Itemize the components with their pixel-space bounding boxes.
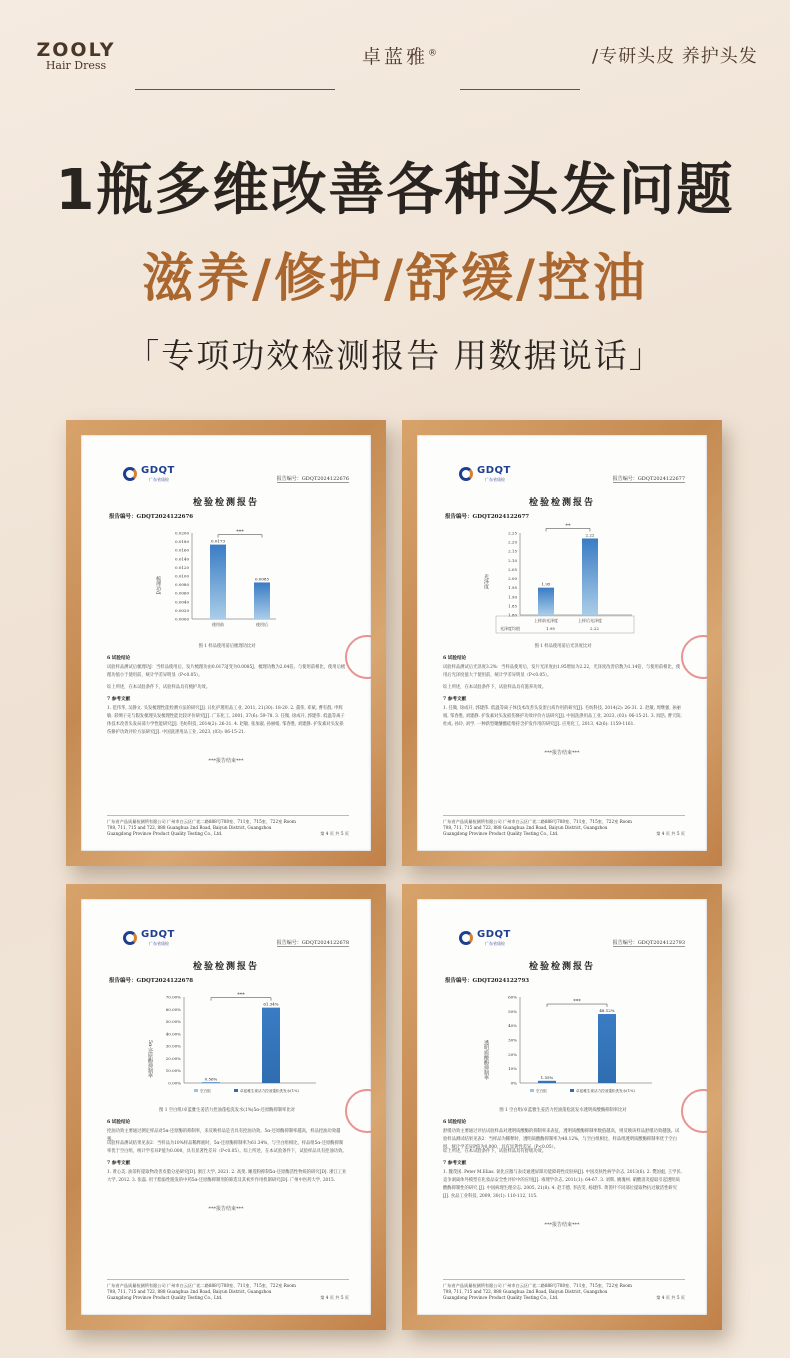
brand-name-text: 卓蓝雅 [362, 46, 429, 68]
y-tick-label: 70.00% [165, 994, 181, 1000]
report-end-mark: ***报告结束*** [208, 758, 244, 764]
bar-before [210, 545, 226, 619]
y-tick-label: 2.10 [508, 557, 517, 563]
bar-after [262, 1008, 280, 1083]
report-number: 报告编号：GDQT2024122678 [109, 978, 194, 984]
gdqt-logo-subtext: 广东省质检 [149, 941, 169, 946]
efficacy-chart [432, 987, 692, 1107]
bar-after [598, 1014, 616, 1083]
significance-marker: ** [565, 523, 571, 529]
bar-value-label: 61.34% [263, 1001, 279, 1007]
section-paragraph: 试验样品测试结果见表2：当样品为10%样品稀释液时，5α-还原酶抑制率为61.34%，与空白组相比，样品组5α-还原酶抑制率优于空白组，统计学差异P值为0.000，具有显著性差异（P<0.05）。综上所述，在本试验条件下，试验样品具有控油功效。 [107, 1141, 347, 1154]
y-axis-label: 5α-还原酶抑制率 [147, 1040, 153, 1079]
report-title: 检验检测报告 [192, 498, 259, 508]
section-paragraph: 试验样品测试后光泽度3.2%：当样品使用后，发片光泽度由1.95增加为2.22，光泽度改善倍数为1.14倍，与使用前相比，使用后光泽度值大于使用前，统计学差异明显（P<0.05）。 [443, 665, 681, 678]
y-tick-label: 2.20 [508, 539, 517, 545]
chart-container [432, 987, 692, 1107]
legend-label: 卓蓝雅生姜活力控油蓬松洗发水(1%) [576, 1089, 635, 1093]
gdqt-logo [459, 929, 529, 949]
y-tick-label: 60% [508, 994, 517, 1000]
chart-caption: 图 1 空白组/卓蓝雅生姜活力控油蓬松洗发水(1%)5α-还原酶抑制率比对 [159, 1108, 295, 1113]
y-tick-label: 0.0040 [175, 599, 189, 605]
gdqt-logo-text: GDQT [477, 929, 511, 940]
bar-after [582, 538, 598, 615]
y-tick-label: 0.0080 [175, 582, 189, 588]
section-paragraph: 综上所述，在本试验条件下，试验样品具有滋养功效。 [443, 685, 547, 690]
header-divider-left [135, 89, 335, 90]
report-title: 检验检测报告 [528, 498, 595, 508]
bar-value-label: 0.0085 [255, 576, 269, 582]
y-tick-label: 1.80 [508, 612, 517, 618]
y-tick-label: 20.00% [165, 1055, 181, 1061]
section-heading: 7 参考文献 [443, 697, 467, 702]
section-heading: 7 参考文献 [107, 1161, 131, 1166]
section-paragraph: 综上所述，在本试验条件下，试验样品具有梳护功效。 [107, 685, 211, 690]
y-tick-label: 40.00% [165, 1031, 181, 1037]
report-number-top: 报告编号：GDQT2024122677 [612, 476, 685, 482]
report-number-top: 报告编号：GDQT2024122793 [612, 940, 685, 946]
legend-label: 卓蓝雅生姜活力控油蓬松洗发水(1%) [240, 1089, 299, 1093]
report-footer [443, 815, 685, 837]
significance-marker: *** [236, 529, 244, 536]
section-paragraph: 1. 黄心美. 油茶籽提取物改善皮脂分泌研究[D]. 浙江大学, 2021. 2. 高斐. 睡莲粉抑制5α-还原酶活性物质的研究[D]. 浙江工业大学, 2012. 3. 张磊. 用于脂溢性脱发的中药5α-还原酶抑制剂的筛选及其初步作用机制研究[D]. 广州中医药大学, 2015. [107, 1170, 347, 1183]
report-end-mark: ***报告结束*** [544, 750, 580, 756]
legend-label: 空白组 [536, 1089, 547, 1093]
section-paragraph: 1. 范伟华, 吴静文. 头发梳理性能检测方法的研究[J]. 日化护理用品工业, 2011, 21(30): 18-20. 2. 董伟, 邓斌, 曹有群, 申辉敏. 彩绸子壳与假发梳理头发梳理性能比较评价研究[J]. 广东化工, 2001, 37(6): 59-78. 3. 任微, 徐成开, 郭建伟. 低温等离子体技术改善头发局部力学性能研究[J]. 毛纺科技, 2014(2): 26-31. 4. 赵敏, 张加淑, 孙丽娟, 邹春胜, 刘建静. 护发素对头发损伤修护功效评价方法研究[J]. 中国洗涤用品工业, 2023, (03): 06-15-21. [107, 706, 345, 735]
report-end-mark: ***报告结束*** [208, 1206, 244, 1212]
y-tick-label: 20% [508, 1051, 517, 1057]
y-axis-label: 光泽度 [483, 574, 489, 589]
efficacy-chart [96, 523, 356, 643]
report-frame-2 [402, 420, 722, 866]
gdqt-logo-text: GDQT [477, 465, 511, 476]
page-number: 第 4 页 共 5 页 [320, 831, 349, 836]
bar-value-label: 0.0173 [211, 538, 225, 544]
report-number-top: 报告编号：GDQT2024122678 [276, 940, 349, 946]
bar-before [538, 588, 554, 615]
gdqt-logo-subtext: 广东省质检 [485, 941, 505, 946]
section-heading: 6 试验结论 [107, 1120, 131, 1125]
section-paragraph: 1. 任微, 徐成开, 郭建伟. 低温等离子体技术改善头发蛋白质作用的研究[J]. 毛纺科技, 2014(2): 26-31. 2. 赵敏, 周继强, 孙丽娟, 邹春胜, 刘建静. 护发素对头发损伤修护功效评价方法研究[J]. 中国洗涤用品工业, 2023, (03): 06-15-21. 3. 闻浩, 曹天阳, 杜成, 孙玲, 刘学. 一种新型聚醚酯硅维持含护发作用的研究[J]. 应用化工, 2013, 42(6): 1159-1161. [443, 706, 682, 727]
report-end-mark: ***报告结束*** [544, 1222, 580, 1228]
section-paragraph: 1. 魏茂国. Peter M.Elias. 氧化应激与表皮通透屏障功能障碍性皮肤病[J]. 中国皮肤性病学杂志, 2013(6). 2. 樊国彪, 王学民. 竞争剥离体外模型在化妆品安全性评价中的应用[J]. 毒理学杂志, 2011(1): 64-67. 3. 刘辉, 姚瑰州. 硝酸消炎提取引起透明质酸酶抑制性的研究 [J]. 中国病理生理杂志, 2005, 21(8). 4. 赵丰德, 李洁雯, 杨建伟. 黄芪叶不同部位提取物抗过敏活性研究[J]. 食品工业科技, 2009, 30(1): 110-112, 115. [443, 1170, 683, 1199]
report-title: 检验检测报告 [528, 962, 595, 972]
y-tick-label: 60.00% [165, 1006, 181, 1012]
brand-slogan: /专研头皮 养护头发 [592, 46, 758, 67]
brand-logo-text: ZOOLY [36, 39, 116, 61]
section-paragraph: 控油功效主要通过测定样品对5α-还原酶的抑制率，来反映样品是否具有控油功效。5α-还原酶抑制率越高，样品控油功效越强。 [107, 1129, 341, 1142]
y-tick-label: 1.95 [508, 585, 517, 591]
chart-container [432, 523, 692, 643]
section-paragraph: 综上所述，在本试验条件下，试验样品具有舒缓功效。 [443, 1149, 547, 1154]
y-tick-label: 0.0020 [175, 607, 189, 613]
report-number: 报告编号：GDQT2024122677 [445, 514, 530, 520]
bar-before [202, 1082, 220, 1083]
category-label: 上样前光泽度 [534, 618, 558, 623]
bar-value-label: 2.22 [585, 532, 595, 538]
y-tick-label: 30.00% [165, 1043, 181, 1049]
bar-value-label: 48.12% [599, 1008, 615, 1014]
report-footer [443, 1279, 685, 1301]
y-tick-label: 2.05 [508, 566, 517, 572]
efficacy-chart [96, 987, 356, 1107]
benefit-subheadline: 滋养/修护/舒缓/控油 [142, 249, 648, 309]
section-paragraph: 试验样品测试后梳理功J：当样品使用后，发片梳理功由0.0173J变为0.0085J，梳理功数为2.04倍。与使用前相比，使用后梳理功值小于使用前，统计学差异明显（P<0.05）。 [107, 665, 346, 678]
report-number: 报告编号：GDQT2024122676 [109, 514, 194, 520]
brand-logo [28, 40, 124, 72]
section-paragraph: 舒缓功效主要通过评估试验样品对透明质酸酶的抑制率来表征，透明质酸酶抑制率数值越高，则反映该样品舒缓功效越强。试验样品测试结果见表2：当样品为稀释时，透明质酸酶抑制率为48.12%，与空白组相比，样品组透明质酸酶抑制率优于空白组，统计学差异P值为0.000，具有显著性差异（P<0.05）。 [443, 1129, 680, 1150]
page-number: 第 4 页 共 5 页 [320, 1295, 349, 1300]
brand-logo-subtext: Hair Dress [45, 59, 107, 72]
footer-address: 广东省产品质量检测所有限公司 广州市白云区广花二路888号708室、711室、715室、722室 Room 708, 711, 715 and 722, 888 Guanghua 2nd Road, Baiyun District, Guangzhou Guangdong Province Product Quality Testing Co., Ltd. [107, 1283, 296, 1300]
gdqt-logo [459, 465, 529, 485]
gdqt-logo [123, 465, 193, 485]
header-divider-right [460, 89, 580, 90]
section-heading: 6 试验结论 [107, 656, 131, 661]
chart-table-cell: 1.95 [546, 626, 555, 631]
chart-container [96, 523, 356, 643]
y-tick-label: 0.0180 [175, 539, 189, 545]
y-tick-label: 0.0140 [175, 556, 189, 562]
y-tick-label: 0.0120 [175, 564, 189, 570]
efficacy-chart [432, 523, 692, 643]
category-label: 使用前 [212, 622, 224, 627]
report-tagline: 「专项功效检测报告 用数据说话」 [126, 336, 664, 375]
legend-swatch [530, 1089, 534, 1092]
chart-table-cell: 2.22 [590, 626, 599, 631]
footer-address: 广东省产品质量检测所有限公司 广州市白云区广花二路888号708室、711室、715室、722室 Room 708, 711, 715 and 722, 888 Guanghua 2nd Road, Baiyun District, Guangzhou Guangdong Province Product Quality Testing Co., Ltd. [107, 819, 296, 836]
report-paper [417, 435, 707, 851]
chart-container [96, 987, 356, 1107]
gdqt-logo [123, 929, 193, 949]
registered-mark: ® [428, 48, 441, 59]
report-number: 报告编号：GDQT2024122793 [445, 978, 530, 984]
gdqt-logo-icon [459, 931, 473, 945]
chart-caption: 图 1 样品使用前后光泽度比对 [534, 644, 592, 649]
bar-value-label: 1.95 [541, 581, 551, 587]
bar-value-label: 0.56% [204, 1076, 218, 1082]
report-paper [417, 899, 707, 1315]
y-tick-label: 0.00% [168, 1080, 181, 1086]
y-tick-label: 30% [508, 1037, 517, 1043]
legend-label: 空白组 [200, 1089, 211, 1093]
y-tick-label: 0.0000 [175, 616, 189, 622]
y-tick-label: 2.00 [508, 576, 517, 582]
y-tick-label: 0.0100 [175, 573, 189, 579]
page-number: 第 4 页 共 5 页 [656, 831, 685, 836]
report-title: 检验检测报告 [192, 962, 259, 972]
footer-address: 广东省产品质量检测所有限公司 广州市白云区广花二路888号708室、711室、715室、722室 Room 708, 711, 715 and 722, 888 Guanghua 2nd Road, Baiyun District, Guangzhou Guangdong Province Product Quality Testing Co., Ltd. [443, 1283, 632, 1300]
bar-after [254, 582, 270, 619]
y-tick-label: 2.25 [508, 530, 517, 536]
report-frame-4 [402, 884, 722, 1330]
y-tick-label: 1.90 [508, 594, 517, 600]
significance-marker: *** [237, 992, 245, 999]
gdqt-logo-subtext: 广东省质检 [485, 477, 505, 482]
chart-caption: 图 1 空白组/卓蓝雅生姜活力控油蓬松洗发水透明质酸酶抑制率比对 [499, 1108, 627, 1113]
y-tick-label: 50.00% [165, 1019, 181, 1025]
y-tick-label: 50% [508, 1008, 517, 1014]
section-heading: 6 试验结论 [443, 656, 467, 661]
chart-caption: 图 1 样品使用前后梳理功比对 [198, 644, 256, 649]
bar-value-label: 1.55% [540, 1074, 554, 1080]
gdqt-logo-text: GDQT [141, 465, 175, 476]
y-tick-label: 10% [508, 1066, 517, 1072]
y-tick-label: 0.0200 [175, 530, 189, 536]
report-number-top: 报告编号：GDQT2024122676 [276, 476, 349, 482]
footer-address: 广东省产品质量检测所有限公司 广州市白云区广花二路888号708室、711室、715室、722室 Room 708, 711, 715 and 722, 888 Guanghua 2nd Road, Baiyun District, Guangzhou Guangdong Province Product Quality Testing Co., Ltd. [443, 819, 632, 836]
y-tick-label: 10.00% [165, 1068, 181, 1074]
significance-marker: *** [573, 998, 581, 1005]
report-paper [81, 435, 371, 851]
report-footer [107, 1279, 349, 1301]
category-label: 上样后光泽度 [578, 618, 602, 623]
legend-swatch [194, 1089, 198, 1092]
y-tick-label: 40% [508, 1023, 517, 1029]
gdqt-logo-text: GDQT [141, 929, 175, 940]
y-axis-label: 梳理功/J [155, 576, 161, 595]
chart-table-cell: 光泽度均值 [500, 626, 520, 631]
gdqt-logo-icon [123, 467, 137, 481]
y-tick-label: 2.15 [508, 548, 517, 554]
gdqt-logo-icon [123, 931, 137, 945]
page-number: 第 4 页 共 5 页 [656, 1295, 685, 1300]
brand-name-cn [362, 42, 440, 69]
y-tick-label: 1.85 [508, 603, 517, 609]
report-footer [107, 815, 349, 837]
bar-before [538, 1081, 556, 1083]
legend-swatch [234, 1089, 238, 1092]
gdqt-logo-subtext: 广东省质检 [149, 477, 169, 482]
y-tick-label: 0.0060 [175, 590, 189, 596]
gdqt-logo-icon [459, 467, 473, 481]
legend-swatch [570, 1089, 574, 1092]
category-label: 使用后 [256, 622, 268, 627]
section-heading: 7 参考文献 [107, 697, 131, 702]
y-tick-label: 0% [510, 1080, 517, 1086]
report-frame-3 [66, 884, 386, 1330]
main-headline: 1瓶多维改善各种头发问题 [55, 158, 735, 223]
section-heading: 7 参考文献 [443, 1161, 467, 1166]
report-frame-1 [66, 420, 386, 866]
y-tick-label: 0.0160 [175, 547, 189, 553]
top-brand-bar [0, 0, 790, 104]
section-heading: 6 试验结论 [443, 1120, 467, 1125]
report-paper [81, 899, 371, 1315]
y-axis-label: 透明质酸酶抑制率 [483, 1040, 489, 1080]
